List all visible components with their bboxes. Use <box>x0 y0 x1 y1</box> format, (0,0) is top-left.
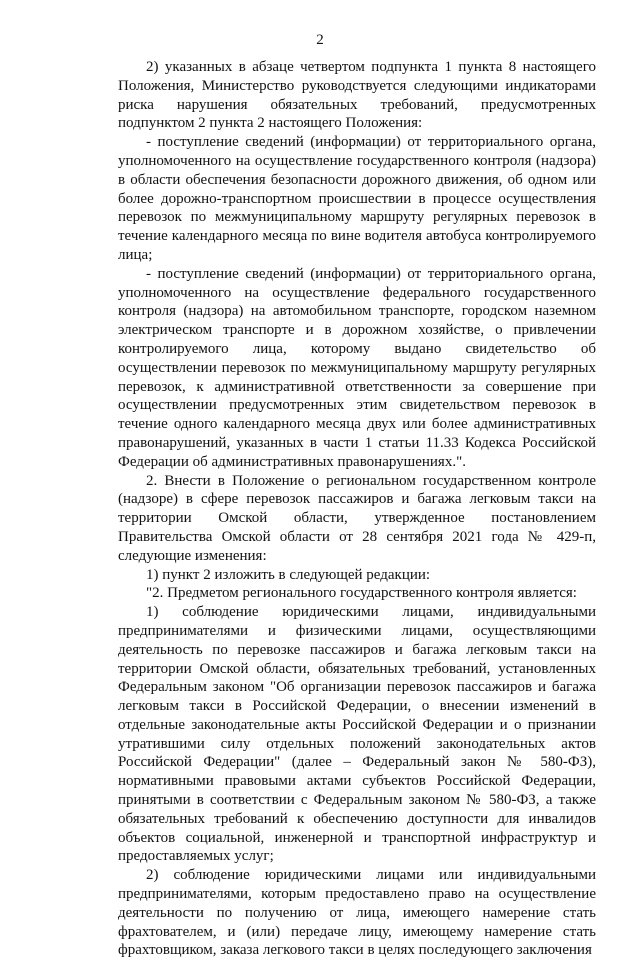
paragraph-amendment-taxi-regulation: 2. Внести в Положение о региональном государственном контроле (надзоре) в сфере перевозок пассажиров и багажа легковым такси на территории Омской области, утвержденное постановлением Правительства Омской области от 28 сентября 2021 года № 429-п, следующие изменения: <box>118 472 596 564</box>
paragraph-indicator-administrative-offenses: - поступление сведений (информации) от территориального органа, уполномоченного на осуществление федерального государственного контроля (надзора) на автомобильном транспорте, городском наземном электрическом транспорте и в дорожном хозяйстве, о привлечении контролируемого лица, которому выдано свидетельство об осуществлении перевозок по межмуниципальному маршруту регулярных перевозок, к административной ответственности за совершение при осуществлении предусмотренных этим свидетельством перевозок в течение одного календарного месяца двух или более административных правонарушений, указанных в части 1 статьи 11.33 Кодекса Российской Федерации об административных правонарушениях.". <box>118 265 596 470</box>
paragraph-indicator-list-intro: 2) указанных в абзаце четвертом подпункта 1 пункта 8 настоящего Положения, Министерство руководствуется следующими индикаторами риска нарушения обязательных требований, предусмотренных подпунктом 2 пункта 2 настоящего Положения: <box>118 59 596 132</box>
paragraph-indicator-road-accidents: - поступление сведений (информации) от территориального органа, уполномоченного на осуществление государственного контроля (надзора) в области обеспечения безопасности дорожного движения, об одном или более дорожно-транспортном происшествии в процессе осуществления перевозок по межмуниципальному маршруту регулярных перевозок в течение календарного месяца по вине водителя автобуса контролируемого лица; <box>118 134 596 263</box>
paragraph-subject-of-control: "2. Предметом регионального государственного контроля является: <box>146 585 577 602</box>
page-number: 2 <box>316 32 324 48</box>
paragraph-subject-item-2: 2) соблюдение юридическими лицами или индивидуальными предпринимателями, которым предоставлено право на осуществление деятельности по получению от лица, имеющего намерение стать фрахтователем, и (или) передаче лицу, имеющему намерение стать фрахтовщиком, заказа легкового такси в целях последующего заключения <box>118 867 596 959</box>
paragraph-subject-item-1: 1) соблюдение юридическими лицами, индивидуальными предпринимателями и физическими лицами, осуществляющими деятельность по перевозке пассажиров и багажа легковым такси на территории Омской области, обязательных требований, установленных Федеральным законом "Об организации перевозок пассажиров и багажа легковым такси в Российской Федерации, о внесении изменений в отдельные законодательные акты Российской Федерации и о признании утратившими силу отдельных положений законодательных актов Российской Федерации" (далее – Федеральный закон № 580-ФЗ), нормативными правовыми актами субъектов Российской Федерации, принятыми в соответствии с Федеральным законом № 580-ФЗ, а также обязательных требований к обеспечению доступности для инвалидов объектов социальной, инженерной и транспортной инфраструктур и предоставляемых услуг; <box>118 604 596 865</box>
document-body <box>118 58 596 960</box>
paragraph-item-2-new-wording: 1) пункт 2 изложить в следующей редакции: <box>146 566 431 583</box>
